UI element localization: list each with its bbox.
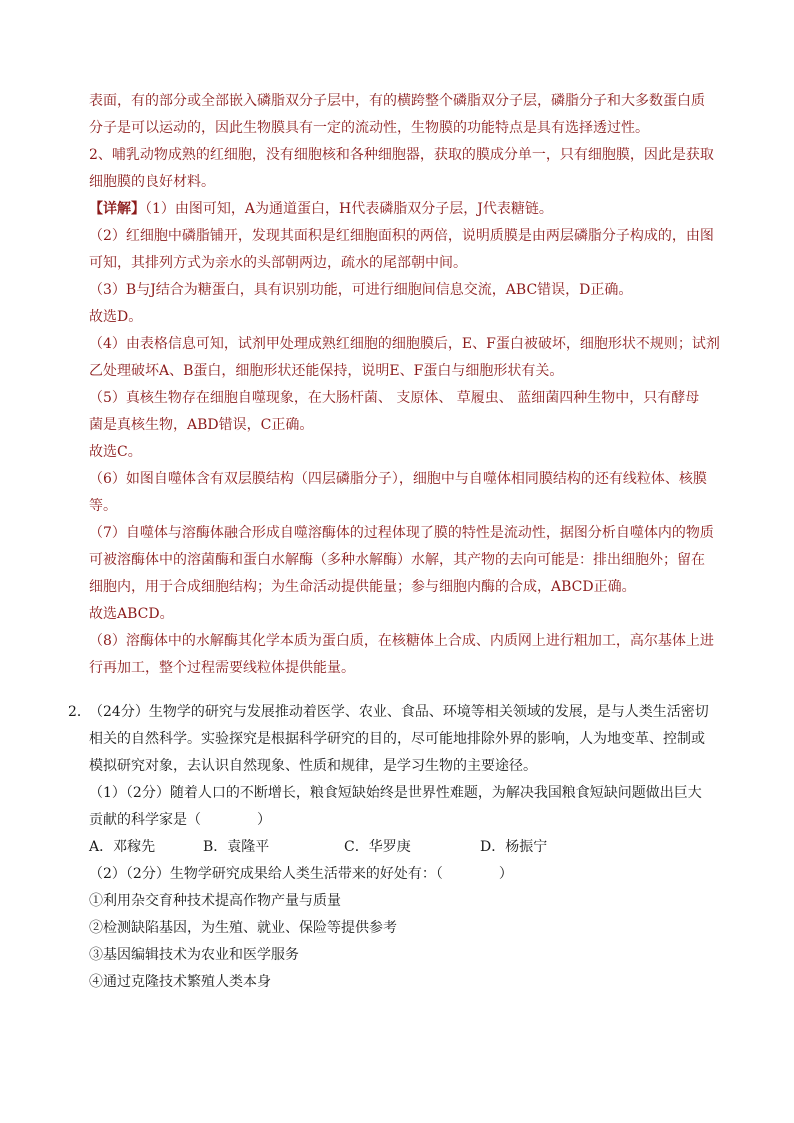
detail-line: 行再加工，整个过程需要线粒体提供能量。 — [89, 660, 355, 676]
detail-line: （5）真核生物存在细胞自噬现象，在大肠杆菌、 支原体、 草履虫、 蓝细菌四种生物中，只有酵母 — [89, 390, 700, 406]
detail-line: （4）由表格信息可知，试剂甲处理成熟红细胞的细胞膜后，E、F蛋白被破坏，细胞形状不规则；试剂 — [89, 336, 720, 352]
question-intro-line: 模拟研究对象，去认识自然现象、性质和规律，是学习生物的主要途径。 — [89, 758, 537, 774]
detail-line: 故选D。 — [89, 309, 143, 325]
question-intro-text: （24分）生物学的研究与发展推动着医学、农业、食品、环境等相关领域的发展，是与人类生活密切 — [89, 704, 709, 720]
option-a: A．邓稼先 — [89, 839, 156, 855]
detail-line: （3）B与J结合为糖蛋白，具有识别功能，可进行细胞间信息交流，ABC错误，D正确。 — [89, 282, 633, 298]
detail-line: 可被溶酶体中的溶菌酶和蛋白水解酶（多种水解酶）水解，其产物的去向可能是：排出细胞外；留在 — [89, 552, 705, 568]
option-b: B．袁隆平 — [203, 839, 270, 855]
page-content — [68, 88, 720, 996]
explanation-line: 2、哺乳动物成熟的红细胞，没有细胞核和各种细胞器，获取的膜成分单一，只有细胞膜，因此是获取 — [89, 147, 714, 163]
subquestion-2-item: ③基因编辑技术为农业和医学服务 — [89, 947, 299, 963]
detail-line: 故选ABCD。 — [89, 606, 174, 622]
detail-line: 乙处理破坏A、B蛋白，细胞形状还能保持，说明E、F蛋白与细胞形状有关。 — [89, 363, 564, 379]
detail-line: 可知，其排列方式为亲水的头部朝两边，疏水的尾部朝中间。 — [89, 255, 467, 271]
detail-line: （8）溶酶体中的水解酶其化学本质为蛋白质，在核糖体上合成、内质网上进行粗加工，高尔基体上进 — [89, 633, 714, 649]
detail-line: （2）红细胞中磷脂铺开，发现其面积是红细胞面积的两倍，说明质膜是由两层磷脂分子构成的，由图 — [89, 228, 714, 244]
subquestion-2-item: ④通过克隆技术繁殖人类本身 — [89, 974, 271, 990]
detail-line: （7）自噬体与溶酶体融合形成自噬溶酶体的过程体现了膜的特性是流动性，据图分析自噬体内的物质 — [89, 525, 714, 541]
question-number: 2． — [68, 704, 91, 720]
question-intro-line: 相关的自然科学。实验探究是根据科学研究的目的，尽可能地排除外界的影响，人为地变革、控制或 — [89, 731, 705, 747]
detail-text: （1）由图可知，A为通道蛋白，H代表磷脂双分子层，J代表糖链。 — [145, 201, 553, 217]
explanation-line: 分子是可以运动的，因此生物膜具有一定的流动性，生物膜的功能特点是具有选择透过性。 — [89, 120, 649, 136]
question-intro-line — [68, 699, 719, 726]
detail-line: （6）如图自噬体含有双层膜结构（四层磷脂分子），细胞中与自噬体相同膜结构的还有线粒体、核膜 — [89, 471, 707, 487]
section-gap — [89, 682, 719, 699]
detail-line: 等。 — [89, 498, 117, 514]
detail-first-line — [89, 196, 719, 223]
detail-line: 菌是真核生物，ABD错误，C正确。 — [89, 417, 314, 433]
explanation-line: 表面，有的部分或全部嵌入磷脂双分子层中，有的横跨整个磷脂双分子层，磷脂分子和大多数蛋白质 — [89, 93, 705, 109]
subquestion-1-options — [89, 834, 719, 861]
subquestion-2-item: ②检测缺陷基因，为生殖、就业、保险等提供参考 — [89, 920, 397, 936]
subquestion-1-line: 贡献的科学家是（ ） — [89, 812, 271, 828]
detail-line: 细胞内，用于合成细胞结构；为生命活动提供能量；参与细胞内酶的合成，ABCD正确。 — [89, 579, 636, 595]
explanation-line: 细胞膜的良好材料。 — [89, 174, 215, 190]
detail-tag: 【详解】 — [89, 201, 145, 217]
explanation-section — [89, 88, 719, 682]
subquestion-2-item: ①利用杂交育种技术提高作物产量与质量 — [89, 893, 341, 909]
subquestion-1-line: （1）（2分）随着人口的不断增长，粮食短缺始终是世界性难题，为解决我国粮食短缺问题做出巨大 — [89, 785, 702, 801]
option-c: C．华罗庚 — [344, 839, 411, 855]
subquestion-2-line: （2）（2分）生物学研究成果给人类生活带来的好处有：（ ） — [89, 866, 513, 882]
question-section — [68, 699, 719, 996]
option-d: D．杨振宁 — [480, 839, 548, 855]
detail-line: 故选C。 — [89, 444, 142, 460]
